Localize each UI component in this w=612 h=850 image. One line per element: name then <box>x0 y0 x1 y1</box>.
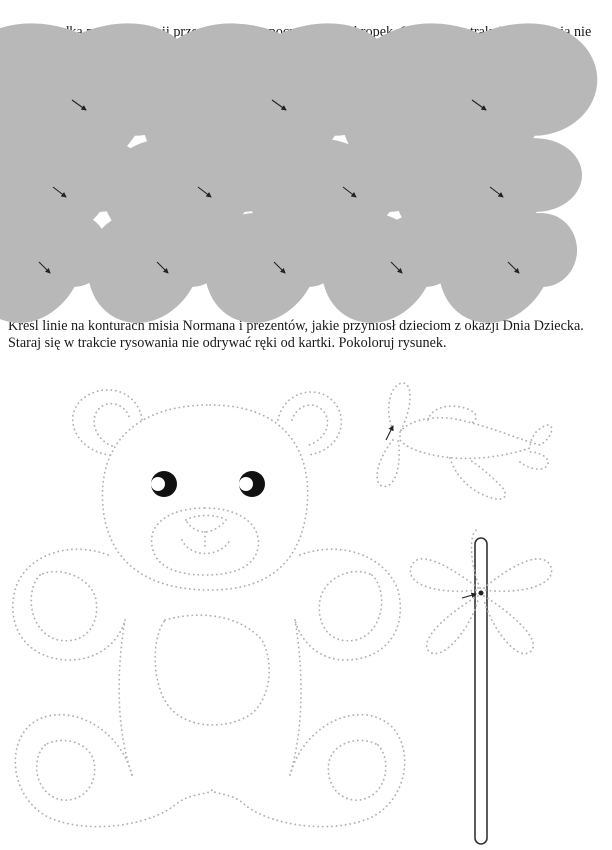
airplane-propeller-top <box>389 383 410 432</box>
bear-left-ear <box>73 390 142 455</box>
pinwheel-petal-bottom-left <box>427 596 478 654</box>
start-arrow-icon <box>386 426 393 440</box>
figure-eight-loop <box>122 250 204 286</box>
pinwheel-petal-top-right <box>484 559 552 591</box>
bear-right-eye <box>239 471 265 497</box>
figure-eight-loop <box>442 175 552 211</box>
airplane-propeller-bottom <box>377 440 399 486</box>
pinwheel-stick <box>475 538 487 844</box>
bear-left-leg <box>15 715 212 827</box>
figure-eight-loop <box>150 175 260 211</box>
airplane-cockpit <box>428 406 476 424</box>
airplane-wing <box>450 458 505 499</box>
bear-right-leg <box>212 715 405 827</box>
figure-eight-row-1 <box>4 79 556 134</box>
airplane-outline <box>377 383 552 499</box>
pinwheel-pin <box>479 591 484 596</box>
teddy-bear-outline <box>13 390 405 827</box>
instruction-tracing-loops: Rysuj kredką po śladzie linii przerywanej, rozpoczynając od kropek. Staraj się w trakcie rysowania nie odrywać ręki od kartki. <box>8 24 592 57</box>
airplane-tail <box>520 452 548 469</box>
bear-left-arm <box>13 549 125 660</box>
figure-eight-loop <box>404 79 556 134</box>
bear-nose <box>186 516 226 533</box>
pinwheel-outline <box>410 530 551 844</box>
airplane-fuselage <box>400 418 552 459</box>
figure-eight-loop <box>4 250 86 286</box>
pinwheel-petal-top-left <box>410 559 478 591</box>
figure-eight-loop <box>4 79 156 134</box>
bear-left-eye <box>151 471 177 497</box>
figure-eight-loop <box>5 175 115 211</box>
figure-eight-loop <box>239 250 321 286</box>
instruction-tracing-pictures: Kreśl linie na konturach misia Normana i prezentów, jakie przyniósł dzieciom z okazji Dnia Dziecka. Staraj się w trakcie rysowania nie odrywać ręki od kartki. Pokoloruj rysunek. <box>8 318 584 351</box>
figure-eight-loop <box>295 175 405 211</box>
bear-body <box>119 620 301 775</box>
pinwheel-petal-bottom-right <box>484 596 533 654</box>
bear-head <box>102 405 307 590</box>
figure-eight-row-2 <box>5 175 552 211</box>
figure-eight-row-3 <box>4 250 555 286</box>
figure-eight-loop <box>204 79 356 134</box>
bear-mouth <box>182 532 230 554</box>
figure-eight-loop <box>473 250 555 286</box>
bear-right-arm <box>295 549 400 660</box>
start-arrow-icon <box>462 594 476 598</box>
figure-eight-loop <box>356 250 438 286</box>
